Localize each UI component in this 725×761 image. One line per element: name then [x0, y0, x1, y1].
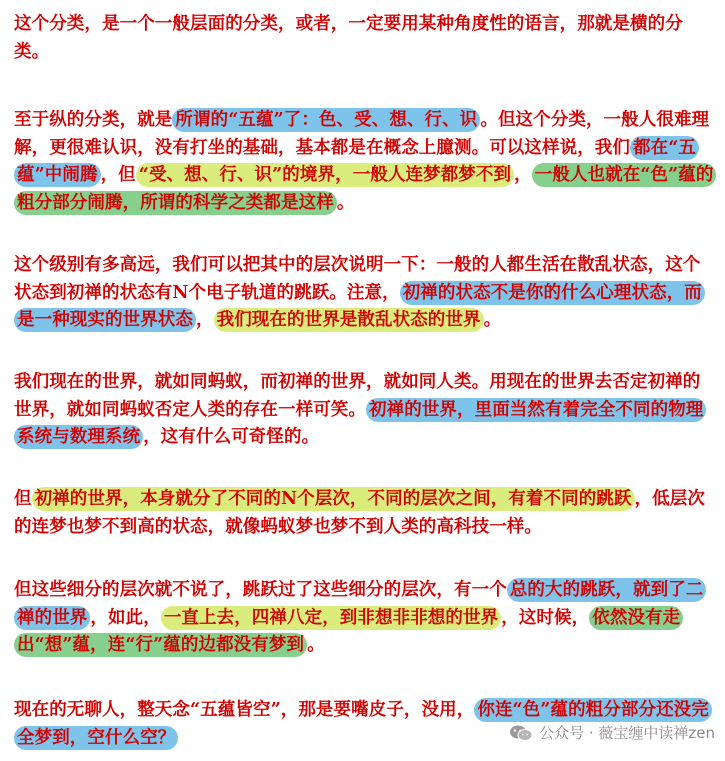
highlight-blue: 总的大的跳跃，就到了二禅的世界 [14, 578, 706, 630]
text-segment: 。但这个分类，一般人很难理解，更很难认识，没有打坐的基础，基本都是在概念上臆测。可以这样说，我们 [14, 110, 710, 158]
text-segment: 至于纵的分类，就是 [14, 110, 173, 130]
paragraph-5 [14, 486, 714, 541]
text-segment: ，这时候， [501, 607, 590, 628]
highlight-blue: 初禅的世界，里面当然有着完全不同的物理系统与数理系统 [14, 398, 706, 450]
paragraph-4 [14, 369, 714, 452]
text-segment: 这个分类，是一个一般层面的分类，或者，一定要用某种角度性的语言，那就是横的分类。 [14, 14, 683, 62]
text-segment: 我们现在的世界，就如同蚂蚁，而初禅的世界，就如同人类。用现在的世界去否定初禅的世界，就如同蚂蚁否定人类的存在一样可笑。 [14, 372, 701, 420]
text-segment: ，但 [100, 165, 136, 185]
text-segment: ， [514, 165, 532, 185]
paragraph-6 [14, 577, 714, 660]
paragraph-1 [14, 11, 714, 66]
text-segment: ， [196, 310, 214, 330]
watermark-text: 公众号 · 薇宝缠中读禅zen [539, 724, 715, 742]
highlight-blue: 都在“五蕴”中闹腾 [14, 136, 699, 188]
text-segment: 但这些细分的层次就不说了，跳跃过了这些细分的层次，有一个 [14, 580, 507, 600]
text-segment: 现在的无聊人，整天念“五蕴皆空”，那是要嘴皮子，没用， [14, 700, 475, 720]
text-segment: 但 [14, 489, 32, 509]
highlight-yellow: 一直上去，四禅八定，到非想非非想的世界 [161, 606, 501, 630]
text-segment: ，这有什么可奇怪的。 [143, 427, 320, 447]
wechat-icon [509, 724, 533, 742]
watermark [509, 722, 715, 743]
highlight-yellow: 我们现在的世界是散乱状态的世界 [214, 308, 484, 332]
text-segment: ，如此， [90, 607, 161, 628]
paragraph-2 [14, 107, 714, 217]
text-segment: 。 [307, 635, 325, 655]
highlight-blue: 初禅的状态不是你的什么心理状态，而是一种现实的世界状态 [14, 281, 705, 333]
highlight-blue: 所谓的“五蕴”了：色、受、想、行、识 [172, 108, 480, 132]
highlight-green: 依然没有走出“想”蕴，连“行”蕴的边都没有梦到 [14, 606, 683, 658]
highlight-green: 一般人也就在“色”蕴的粗分部分闹腾，所谓的科学之类都是这样 [14, 163, 716, 215]
highlight-blue: 你连“色”蕴的粗分部分还没完全梦到，空什么空？ [14, 698, 712, 750]
highlight-yellow: “受、想、行、识”的境界，一般人连梦都梦不到 [136, 163, 514, 187]
text-segment: 。 [336, 192, 355, 213]
text-segment: 这个级别有多高远，我们可以把其中的层次说明一下：一般的人都生活在散乱状态，这个状态到初禅的状态有N个电子轨道的跳跃。注意， [14, 255, 701, 303]
paragraph-3 [14, 252, 714, 335]
highlight-yellow: 初禅的世界，本身就分了不同的N个层次，不同的层次之间，有着不同的跳跃 [32, 487, 635, 511]
text-segment: 。 [483, 310, 502, 330]
text-segment: ，低层次的连梦也梦不到高的状态，就像蚂蚁梦也梦不到人类的高科技一样。 [14, 489, 705, 537]
